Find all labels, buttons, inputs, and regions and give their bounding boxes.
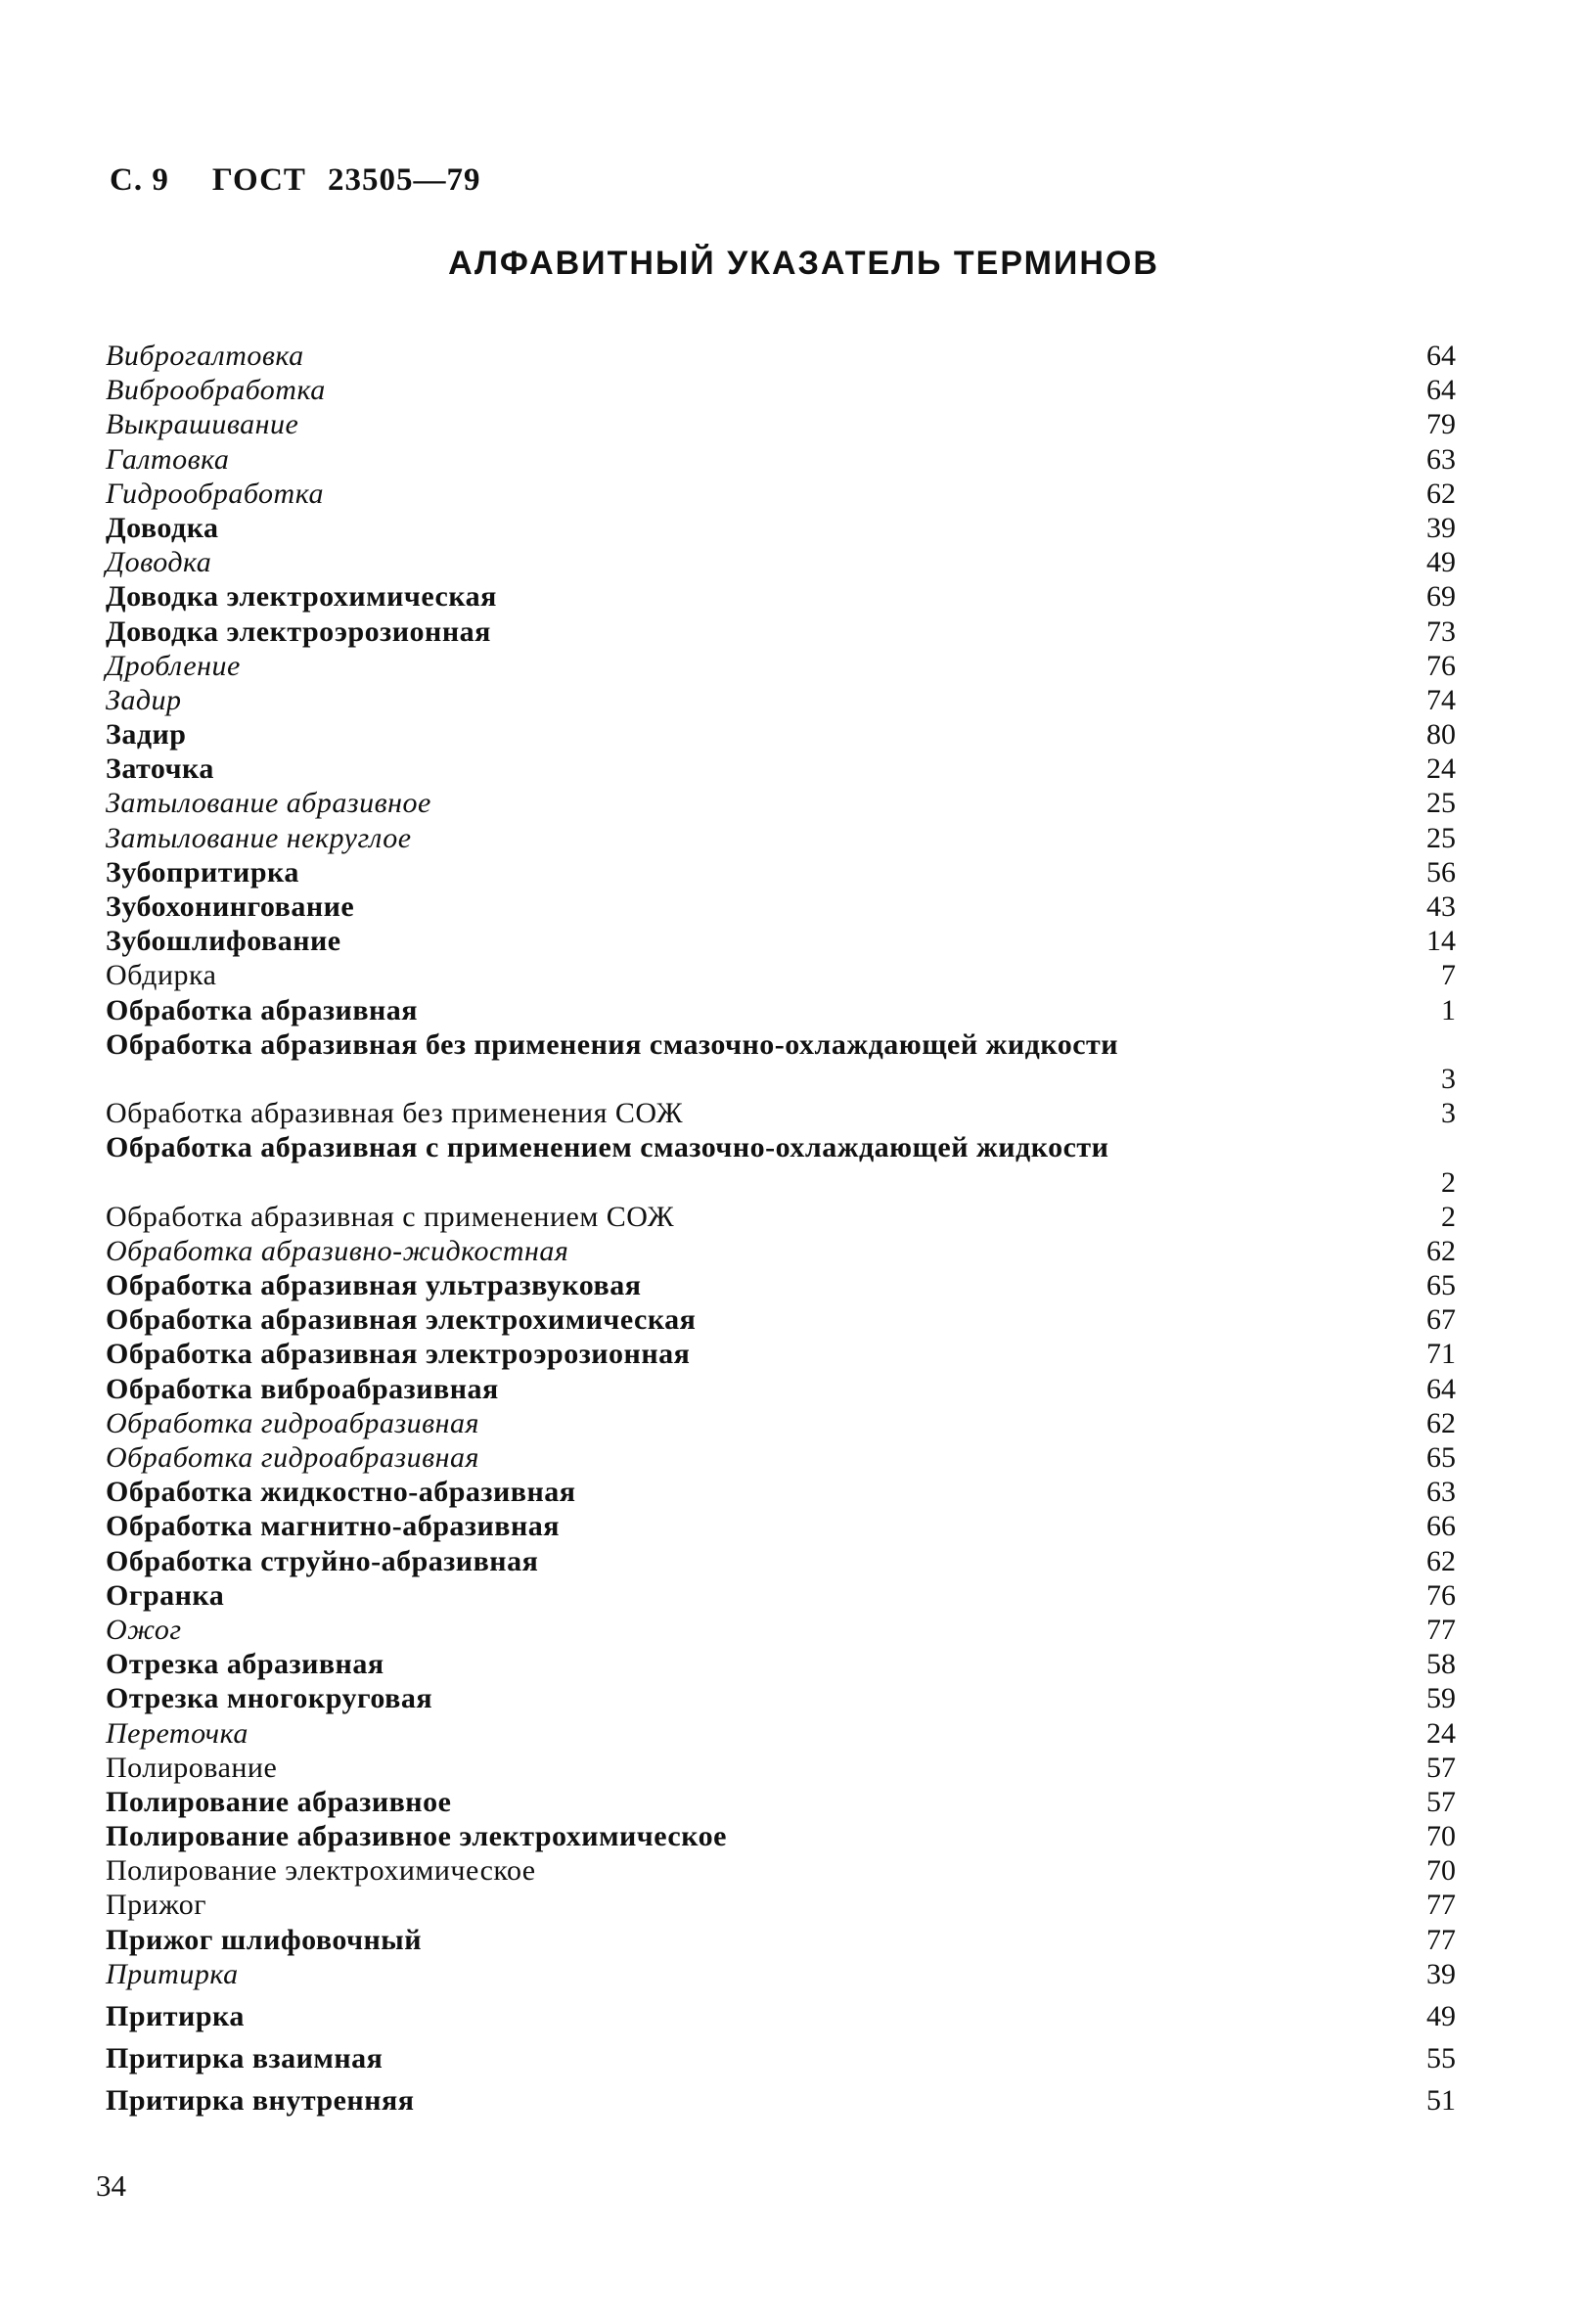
header-standard: ГОСТ (211, 162, 306, 198)
index-term: Обработка абразивная без применения СОЖ (106, 1097, 684, 1130)
index-term: Обработка виброабразивная (106, 1372, 499, 1405)
index-page-number: 24 (1426, 752, 1456, 786)
index-page-number: 70 (1426, 1854, 1456, 1888)
index-term: Доводка (106, 511, 219, 544)
index-entry (106, 1647, 1456, 1681)
index-entry (106, 1681, 1456, 1715)
index-entry (106, 1923, 1456, 1957)
index-page-number: 67 (1426, 1303, 1456, 1337)
index-entry (106, 511, 1456, 545)
index-page-number: 63 (1426, 442, 1456, 476)
index-page-number: 39 (1426, 511, 1456, 544)
index-term: Отрезка многокруговая (106, 1682, 433, 1715)
index-entry (106, 1853, 1456, 1888)
index-page-number: 62 (1426, 1406, 1456, 1439)
index-term: Полирование электрохимическое (106, 1854, 536, 1888)
index-entry (106, 1785, 1456, 1819)
index-term: Прижог шлифовочный (106, 1923, 423, 1956)
index-page-number: 77 (1426, 1613, 1456, 1646)
index-entry (106, 442, 1456, 477)
index-term: Задир (106, 718, 187, 752)
index-page-number: 57 (1426, 1751, 1456, 1784)
index-term: Зубохонингование (106, 890, 355, 923)
index-entry (106, 855, 1456, 889)
index-page-number: 76 (1426, 1578, 1456, 1612)
index-page-number: 62 (1426, 477, 1456, 510)
index-entry (106, 683, 1456, 717)
index-term: Виброгалтовка (106, 340, 304, 372)
index-entry (106, 1440, 1456, 1475)
index-page-number: 25 (1426, 787, 1456, 820)
index-page-number: 62 (1426, 1544, 1456, 1577)
index-entry (106, 1234, 1456, 1268)
index-term: Обработка абразивная (106, 993, 419, 1026)
index-term: Обработка гидроабразивная (106, 1441, 479, 1475)
index-entry (106, 924, 1456, 958)
index-term: Обработка магнитно-абразивная (106, 1510, 560, 1543)
index-page-number: 2 (1441, 1165, 1456, 1199)
index-term: Обработка абразивная ультразвуковая (106, 1269, 642, 1302)
header-page-ref: С. 9 (110, 162, 169, 198)
index-page-number: 65 (1426, 1269, 1456, 1302)
index-entry (106, 649, 1456, 683)
footer-page-number: 34 (96, 2168, 126, 2203)
index-entry (106, 786, 1456, 820)
index-page-number: 55 (1426, 2042, 1456, 2075)
index-term: Галтовка (106, 442, 230, 476)
index-term: Зубопритирка (106, 855, 299, 889)
index-entry (106, 407, 1456, 441)
index-term: Выкрашивание (106, 408, 299, 441)
index-page-number: 51 (1426, 2084, 1456, 2118)
index-entry (106, 1372, 1456, 1406)
index-page-number: 3 (1441, 1062, 1456, 1095)
index-entry (106, 1268, 1456, 1302)
index-term: Притирка взаимная (106, 2042, 384, 2075)
index-page-number: 69 (1426, 580, 1456, 614)
index-entry (106, 1027, 1456, 1096)
index-term: Ожог (106, 1613, 182, 1646)
index-page-number: 62 (1426, 1234, 1456, 1267)
index-term: Зубошлифование (106, 925, 341, 958)
index-entry (106, 1999, 1456, 2033)
index-term: Заточка (106, 752, 214, 786)
index-entry (106, 1613, 1456, 1647)
index-term: Доводка электроэрозионная (106, 615, 491, 648)
index-entry (106, 1957, 1456, 1991)
index-page-number: 2 (1441, 1200, 1456, 1233)
index-page-number: 71 (1426, 1338, 1456, 1371)
index-entry (106, 1509, 1456, 1543)
index-term: Обработка абразивно-жидкостная (106, 1234, 569, 1267)
index-entry (106, 1751, 1456, 1785)
page-title: АЛФАВИТНЫЙ УКАЗАТЕЛЬ ТЕРМИНОВ (448, 245, 1159, 282)
index-term: Полирование (106, 1751, 278, 1784)
index-term: Доводка электрохимическая (106, 580, 497, 614)
index-page-number: 63 (1426, 1476, 1456, 1509)
index-term: Обработка жидкостно-абразивная (106, 1476, 576, 1509)
page-header (110, 162, 523, 199)
index-page-number: 49 (1426, 546, 1456, 579)
index-entry (106, 889, 1456, 924)
index-entry (106, 373, 1456, 407)
index-entry (106, 1716, 1456, 1751)
index-page-number: 43 (1426, 890, 1456, 923)
index-term: Отрезка абразивная (106, 1648, 384, 1681)
index-entry (106, 993, 1456, 1027)
index-term: Притирка (106, 2000, 245, 2033)
index-page-number: 14 (1426, 925, 1456, 958)
index-term: Задир (106, 683, 182, 716)
index-term: Прижог (106, 1889, 207, 1922)
index-entry (106, 1096, 1456, 1130)
index-page-number: 58 (1426, 1648, 1456, 1681)
terms-index (106, 339, 1456, 2119)
index-term: Полирование абразивное (106, 1785, 452, 1818)
index-entry (106, 339, 1456, 373)
index-term: Обдирка (106, 959, 217, 992)
index-page-number: 64 (1426, 374, 1456, 407)
index-page-number: 7 (1441, 959, 1456, 992)
index-entry (106, 545, 1456, 579)
index-term: Гидрообработка (106, 477, 325, 510)
index-page-number: 64 (1426, 340, 1456, 372)
index-term: Полирование абразивное электрохимическое (106, 1820, 727, 1853)
index-entry (106, 1475, 1456, 1509)
index-page-number: 64 (1426, 1372, 1456, 1405)
index-entry (106, 752, 1456, 786)
index-term: Обработка абразивная с применением смазочно-охлаждающей жидкости (106, 1131, 1109, 1164)
index-term: Обработка гидроабразивная (106, 1406, 479, 1439)
index-page-number: 73 (1426, 615, 1456, 648)
index-entry (106, 1337, 1456, 1371)
index-term: Виброобработка (106, 374, 326, 407)
index-page-number: 74 (1426, 683, 1456, 716)
index-page-number: 59 (1426, 1682, 1456, 1715)
index-entry (106, 958, 1456, 992)
index-term: Обработка абразивная без применения смазочно-охлаждающей жидкости (106, 1027, 1119, 1061)
index-page-number: 66 (1426, 1510, 1456, 1543)
index-page-number: 39 (1426, 1957, 1456, 1990)
index-entry (106, 717, 1456, 752)
index-term: Обработка абразивная электрохимическая (106, 1303, 697, 1337)
index-page-number: 57 (1426, 1785, 1456, 1818)
index-entry (106, 579, 1456, 614)
index-term: Притирка (106, 1957, 239, 1990)
index-page-number: 1 (1441, 993, 1456, 1026)
index-term: Обработка абразивная с применением СОЖ (106, 1200, 675, 1233)
index-term: Доводка (106, 546, 212, 579)
index-page-number: 77 (1426, 1889, 1456, 1922)
index-entry (106, 2041, 1456, 2075)
index-entry (106, 615, 1456, 649)
index-entry (106, 1200, 1456, 1234)
index-page-number: 25 (1426, 821, 1456, 854)
index-term: Дробление (106, 649, 241, 682)
index-entry (106, 477, 1456, 511)
index-page-number: 49 (1426, 2000, 1456, 2033)
index-entry (106, 1578, 1456, 1613)
index-term: Затылование некруглое (106, 821, 412, 854)
index-page-number: 3 (1441, 1097, 1456, 1130)
header-standard-number: 23505—79 (327, 162, 481, 198)
index-entry (106, 2083, 1456, 2118)
index-term: Переточка (106, 1716, 248, 1750)
index-term: Огранка (106, 1578, 225, 1612)
index-entry (106, 1130, 1456, 1199)
index-page-number: 79 (1426, 408, 1456, 441)
index-page-number: 65 (1426, 1441, 1456, 1475)
index-page-number: 76 (1426, 649, 1456, 682)
index-entry (106, 1544, 1456, 1578)
index-entry (106, 1819, 1456, 1853)
index-entry (106, 821, 1456, 855)
index-entry (106, 1406, 1456, 1440)
index-page-number: 77 (1426, 1923, 1456, 1956)
index-term: Обработка струйно-абразивная (106, 1544, 539, 1577)
index-term: Затылование абразивное (106, 787, 431, 820)
index-page-number: 24 (1426, 1716, 1456, 1750)
index-term: Притирка внутренняя (106, 2084, 415, 2118)
index-page-number: 56 (1426, 855, 1456, 889)
index-term: Обработка абразивная электроэрозионная (106, 1338, 691, 1371)
index-entry (106, 1302, 1456, 1337)
index-page-number: 70 (1426, 1820, 1456, 1853)
index-page-number: 80 (1426, 718, 1456, 752)
index-entry (106, 1888, 1456, 1922)
